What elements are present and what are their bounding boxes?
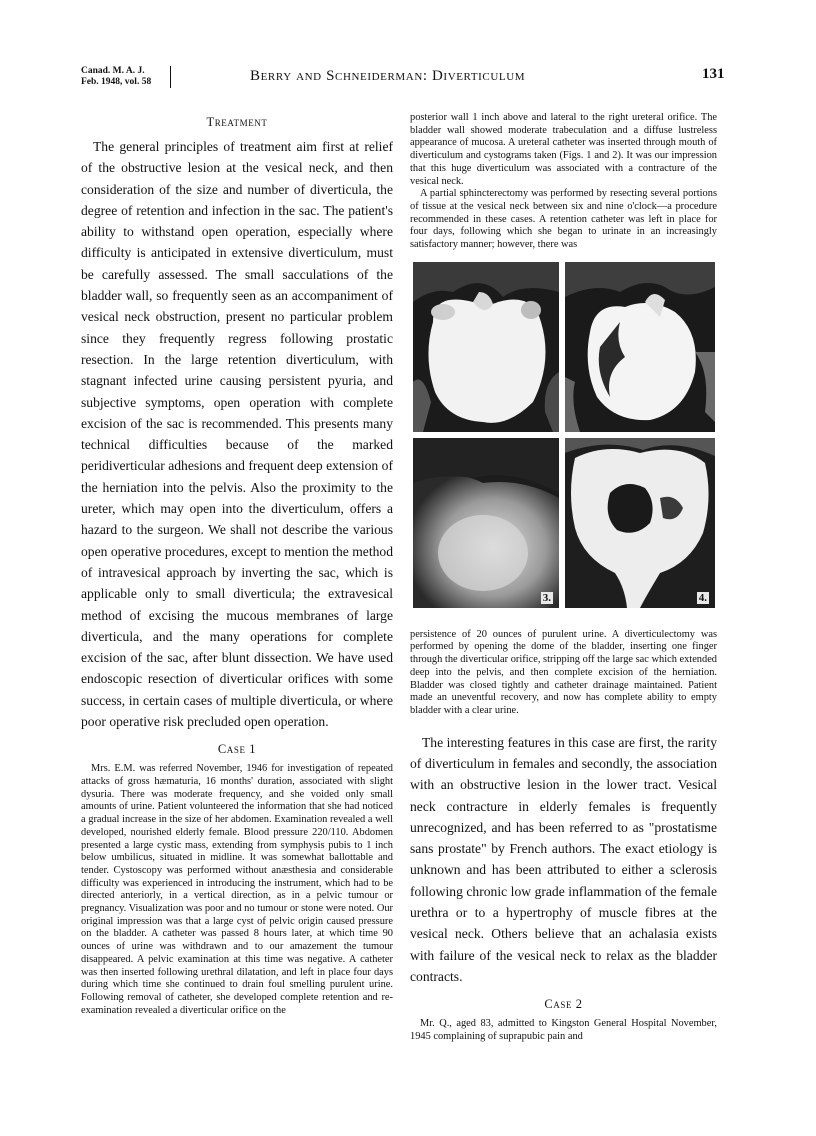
treatment-paragraph: The general principles of treatment aim first at relief of the obstructive lesion at the vesical neck, and then consideration of the size and number of diverticula, the degree of retention and infection in the sac. The patient's ability to withstand open operation, especially where difficulty is anticipated in extensive diverticulum, must be carefully assessed. The small sacculations of the bladder wall, so frequently seen as an accompaniment of vesical neck obstruction, present no particular problem since they frequently regress following prostatic resection. In the large retention diverticulum, with stagnant infected urine causing persistent pyuria, and subjective symptoms, open operation with complete excision of the sac is recommended. This presents many technical difficulties because of the marked peridiverticular adhesions and frequent deep extension of the herniation into the pelvis. Also the proximity to the ureter, which may open into the diverticulum, offers a hazard to the surgeon. We shall not describe the various open operative procedures, except to mention the method of intravesical approach by inverting the sac, which is applicable only to small diverticula; the extravesical method of excising the mucous membranes of large diverticula, and the many operations for complete excision of the sac, after blunt dissection. We have used endoscopic resection of diverticular orifices with some success, in certain cases of multiple diverticula, or where poor operative risk precluded open operation. <box>81 139 393 730</box>
case2-paragraph: Mr. Q., aged 83, admitted to Kingston General Hospital November, 1945 complaining of suprapubic pain and <box>410 1018 717 1042</box>
figure-label-3: 3. <box>542 591 551 604</box>
cystogram-image-3 <box>413 438 559 608</box>
case2-heading: Case 2 <box>544 997 583 1012</box>
interesting-features-paragraph: The interesting features in this case are first, the rarity of diverticulum in females and secondly, the association with an obstructive lesion in the lower tract. Vesical neck contracture in elderly females is frequently unrecognized, and has been referred to as "prostatisme sans prostate" by French authors. The exact etiology is unknown and has been attributed to either a sclerosis following chronic low grade inflammation of the female urethra or to a hypertrophy of muscle fibres at the vesical neck. Others believe that an achalasia exists with failure of the vesical neck to relax as the bladder contracts. <box>410 734 717 984</box>
cystogram-image-4 <box>565 438 715 608</box>
journal-name: Canad. M. A. J. <box>81 66 145 76</box>
case1-heading: Case 1 <box>217 742 257 757</box>
case1-continuation-paragraph: posterior wall 1 inch above and lateral to the right ureteral orifice. The bladder wall showed moderate trabeculation and a diffuse lustreless appearance of mucosa. A ureteral catheter was inserted through mouth of diverticulum and cystograms taken (Figs. 1 and 2). It was our impression that this huge diverticulum was associated with a contracture of the vesical neck. <box>410 112 717 187</box>
journal-citation <box>81 66 171 88</box>
page-number: 131 <box>702 66 725 82</box>
cystogram-image-2 <box>565 262 715 432</box>
cystogram-image-1 <box>413 262 559 432</box>
case1-paragraph: Mrs. E.M. was referred November, 1946 for investigation of repeated attacks of gross hæmaturia, 16 months' duration, associated with slight dysuria. There was moderate frequency, and she voided only small amounts of urine. Patient volunteered the information that she had noticed a gradual increase in the size of her abdomen. Examination revealed a well developed, nourished elderly female. Blood pressure 220/110. Abdomen presented a large cystic mass, extending from symphysis pubis to 1 inch below umbilicus, situated in midline. It was somewhat ballottable and tender. Cystoscopy was performed without anæsthesia and considerable difficulty was experienced in introducing the instrument, which had to be directed anteriorly, in a vertical direction, as in a pelvic tumour or pregnancy. Visualization was poor and no tumour or stone were noted. Our original impression was that a large cyst of pelvic origin caused pressure on the bladder. A catheter was passed 8 hours later, at which time 90 ounces of urine was withdrawn and to our amazement the tumour disappeared. A pelvic examination at this time was negative. A catheter was then inserted following urethral dilatation, and left in place four days during which time she continued to drain foul smelling purulent urine. Following removal of catheter, she developed complete retention and re-examination revealed a diverticular orifice on the <box>81 763 393 1016</box>
treatment-heading: Treatment <box>206 115 268 129</box>
figure-label-4: 4. <box>698 591 707 604</box>
journal-issue: Feb. 1948, vol. 58 <box>81 77 152 87</box>
left-column <box>81 112 393 1017</box>
sphincterectomy-paragraph: A partial sphincterectomy was performed by resecting several portions of tissue at the vesical neck between six and nine o'clock—a procedure recommended in these cases. A retention catheter was left in place for four days, following which she began to urinate in an increasingly satisfactory manner; however, there was <box>410 188 717 251</box>
running-title: Berry and Schneiderman: Diverticulum <box>250 68 526 84</box>
diverticulectomy-paragraph: persistence of 20 ounces of purulent urine. A diverticulectomy was performed by opening the dome of the bladder, inserting one finger through the diverticular orifice, stripping off the large sac which extended deep into the pelvis, and then complete excision of the herniation. Bladder was closed tightly and catheter drainage maintained. Patient made an uneventful recovery, and now has complete ability to empty bladder with a clear urine. <box>410 628 717 716</box>
cystogram-figure <box>410 262 717 617</box>
right-column <box>410 112 717 1044</box>
